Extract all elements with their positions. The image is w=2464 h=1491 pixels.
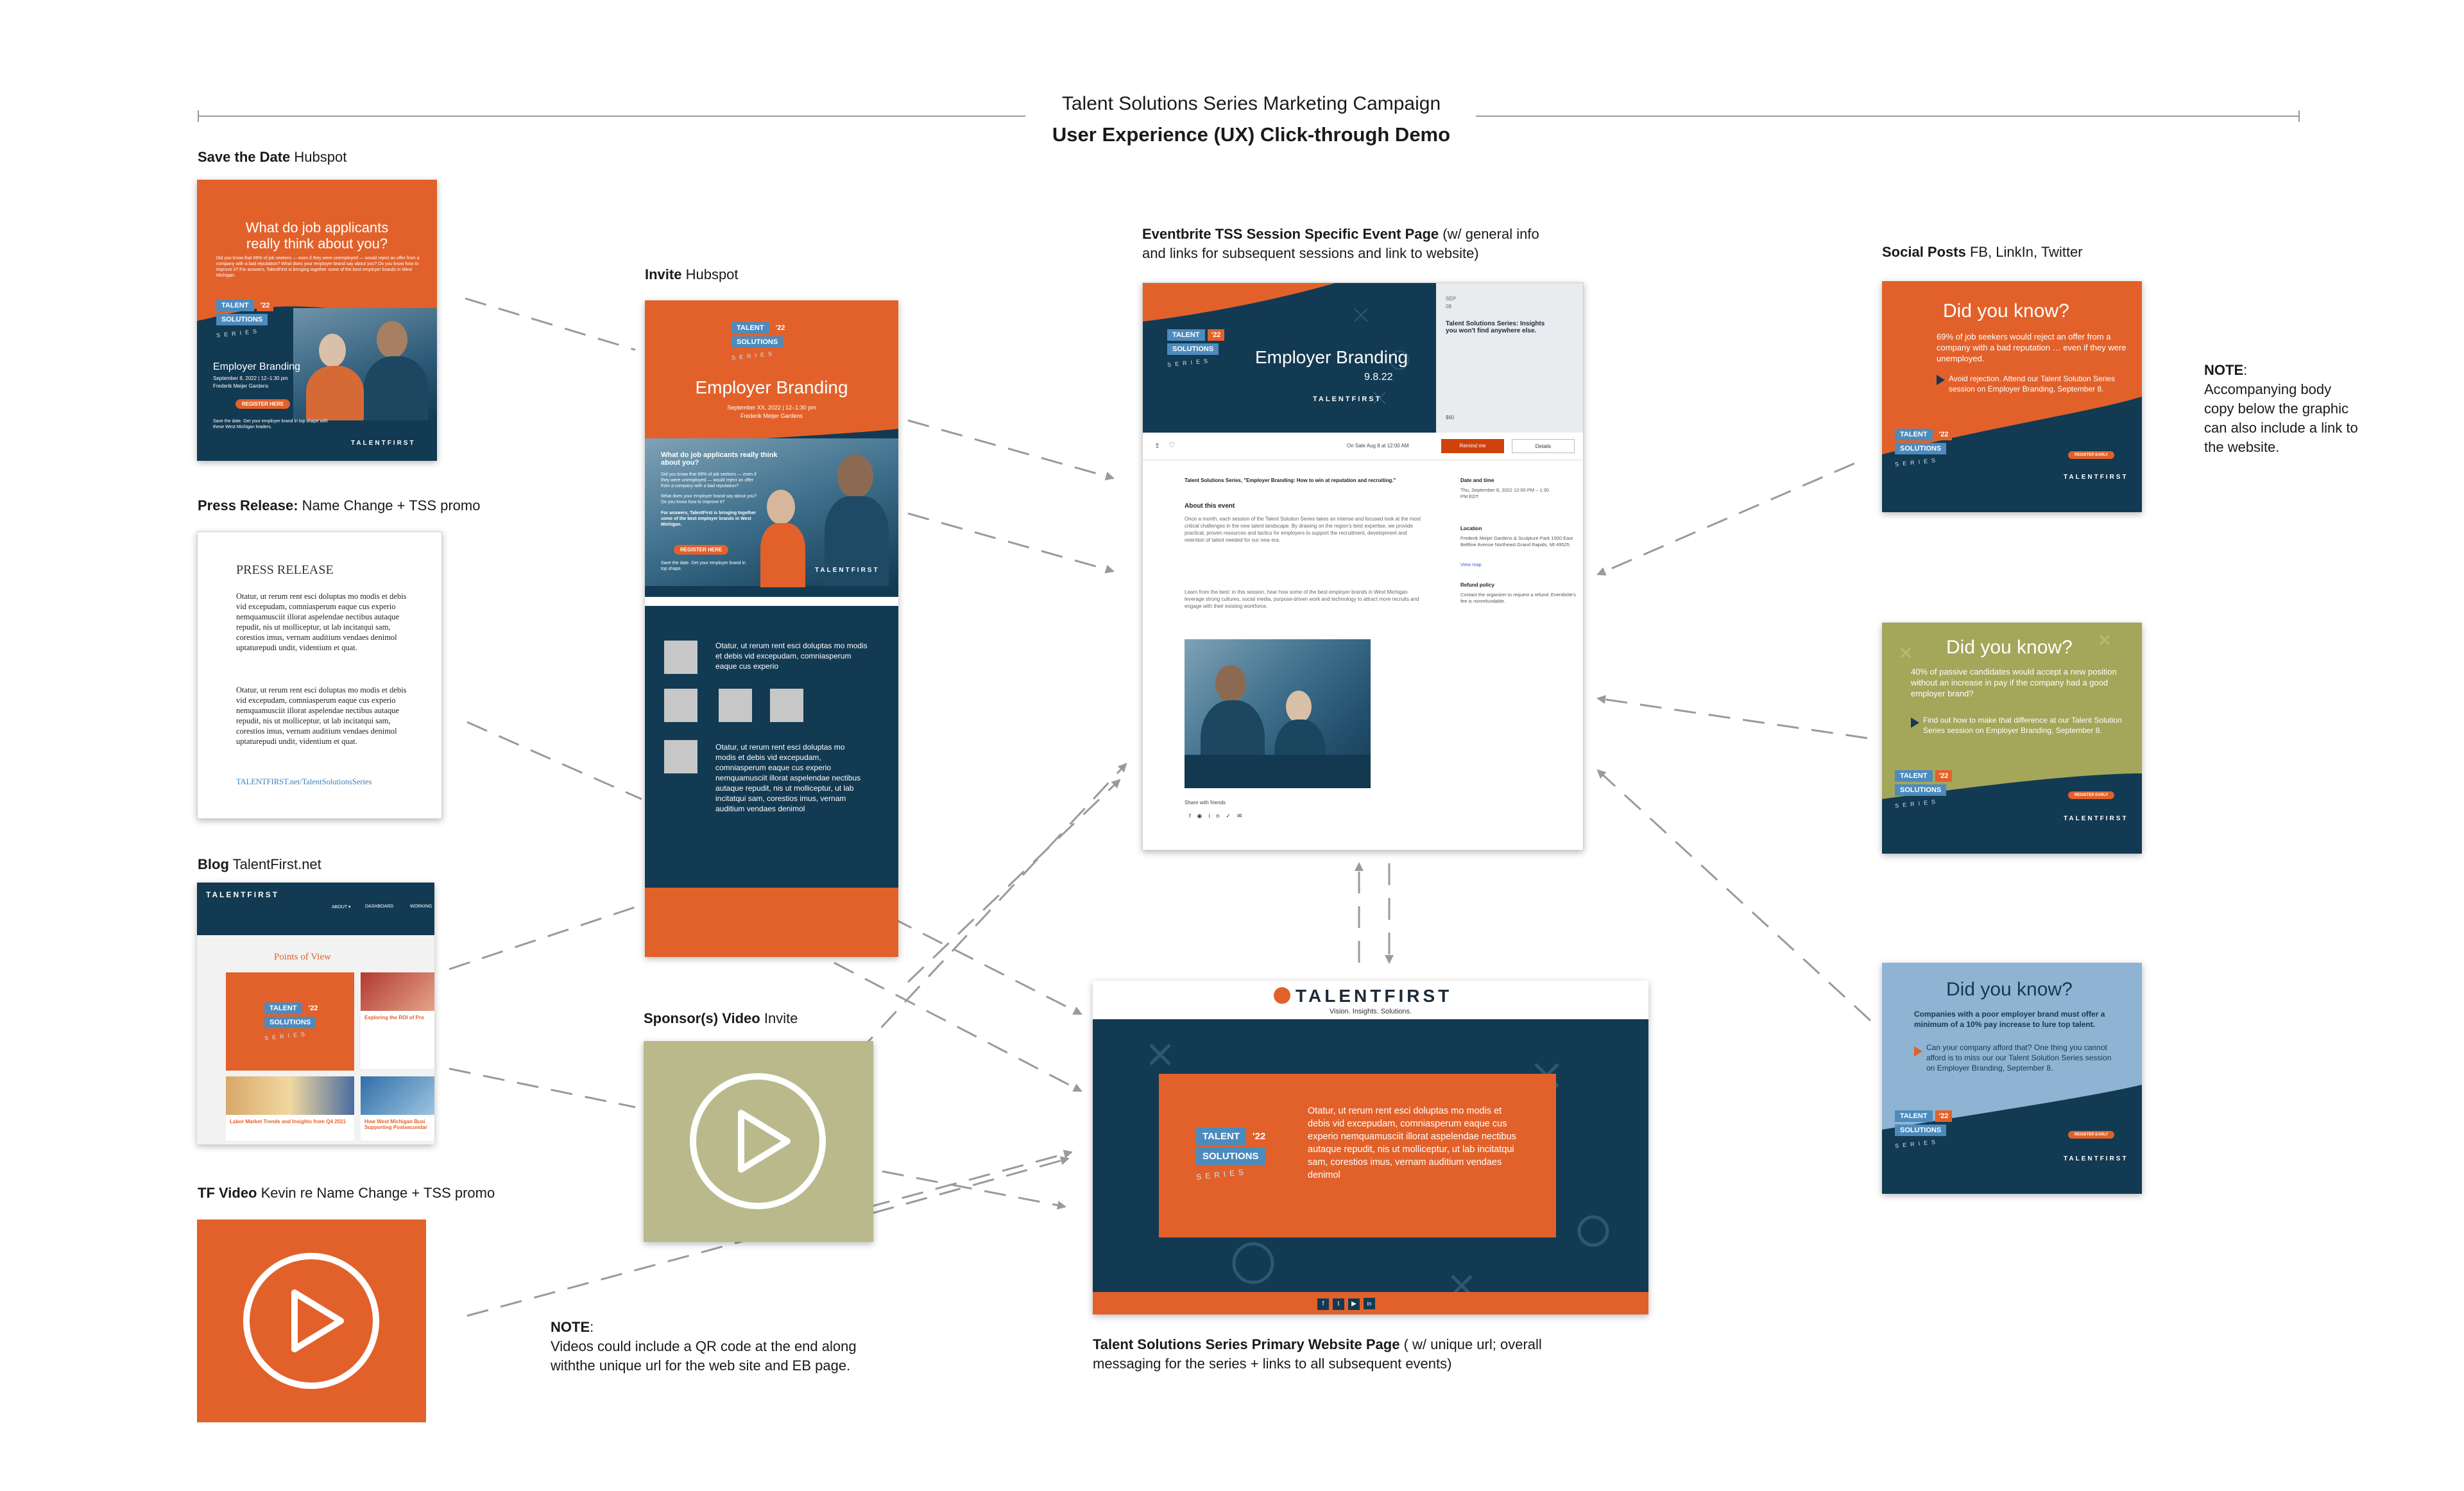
invite-image-placeholder-1 xyxy=(664,641,697,674)
press-release-para2: Otatur, ut rerum rent esci doluptas mo modis et debis vid excepudam, comniasperum eaque cus experio nemquamusciit illorat aspelendae nectibus autaque repudit, nis ut molliceptur, ut lab incitatqui sam, corestios imus, vernam auditium vendaes denimol uptaturepudi undit, videntium et quat. xyxy=(236,685,407,746)
save-date-register-button[interactable]: REGISTER HERE xyxy=(235,399,290,409)
social-post-1-cta: Avoid rejection. Attend our Talent Solution Series session on Employer Branding, September 8. xyxy=(1949,374,2116,393)
line-invite-eventbrite xyxy=(908,420,1113,478)
line-blog-invite xyxy=(449,905,642,969)
blog-nav-item-dashboard[interactable]: DASHBOARD xyxy=(365,904,394,909)
website-hero-panel xyxy=(1159,1074,1556,1237)
social-post-3-arrow-icon xyxy=(1914,1046,1922,1056)
social-post-1-badge: TALENT '22 SOLUTIONS SERIES xyxy=(1895,427,1952,465)
line-invite-eventbrite-3 xyxy=(908,780,1120,982)
sponsor-video-play-icon[interactable] xyxy=(690,1073,826,1209)
eventbrite-about-p2: Learn from the best: in this session, hear how some of the best employer brands in West Michigan leverage strong cultures, social media, purpose-driven work and technology to attract more recruits and engage with their existing workforce. xyxy=(1185,589,1419,609)
label-press-release: Press Release: Name Change + TSS promo xyxy=(198,497,481,513)
blog-card-3[interactable] xyxy=(361,1076,434,1141)
invite-question: What do job applicants really think about you? xyxy=(661,451,778,467)
label-eventbrite: Eventbrite TSS Session Specific Event Page (w/ general info and links for subsequent sessions and link to website) xyxy=(1142,226,1539,261)
save-date-body: Did you know that 69% of job seekers — even if they were unemployed — would reject an offer from a company with a bad reputation? What does your employer brand say about you? Do you know how to improve it? For answers, TalentFirst is bringing together some of the best employer brands in West Michigan. xyxy=(216,256,420,278)
blog-card-2[interactable] xyxy=(226,1076,354,1141)
eventbrite-summary: Talent Solutions Series, "Employer Branding: How to win at reputation and recruiting." xyxy=(1185,478,1396,483)
eventbrite-about-p1: Once a month, each session of the Talent Solution Series takes an intense and focused look at the most critical challenges in the new talent landscape. By drawing on the region's best expertise, we provide practical, proven resources and tactics for employers to support the recruitment, development and retention of talent needed for our new era. xyxy=(1185,516,1421,543)
press-release-title: PRESS RELEASE xyxy=(236,563,334,577)
blog-card-2-image xyxy=(226,1076,354,1115)
line-savedate-invite xyxy=(465,298,635,350)
website-footer xyxy=(1093,1292,1648,1314)
blog-logo: TALENTFIRST xyxy=(206,890,280,899)
label-social: Social Posts FB, LinkIn, Twitter xyxy=(1882,244,2083,260)
social-post-2-logo: TALENTFIRST xyxy=(2064,815,2128,822)
invite-lorem-2: Otatur, ut rerum rent esci doluptas mo modis et debis vid excepudam, comniasperum eaque cus experio nemquamusciit illorat aspelendae nectibus autaque repudit, nis ut molliceptur, ut lab incitatqui sam, corestios imus, vernam auditium vendaes denimol xyxy=(715,743,861,813)
social-post-3-logo: TALENTFIRST xyxy=(2064,1155,2128,1162)
invite-logo: TALENTFIRST xyxy=(815,567,880,574)
line-sponsor-website-2 xyxy=(873,1159,1068,1213)
blog-feature-tss[interactable] xyxy=(226,972,354,1071)
twitter-icon[interactable]: ✓ xyxy=(1226,813,1237,819)
label-tf-video: TF Video Kevin re Name Change + TSS promo xyxy=(198,1185,495,1201)
eventbrite-hero-date: 9.8.22 xyxy=(1364,372,1393,383)
eventbrite-refund-body: Contact the organizer to request a refund. Eventbrite's fee is nonrefundable. xyxy=(1460,592,1576,604)
eventbrite-hero xyxy=(1143,283,1436,433)
invite-footer-bar xyxy=(645,888,898,957)
eventbrite-location-link[interactable]: View map xyxy=(1460,562,1482,567)
tf-video-play-triangle xyxy=(250,1259,373,1383)
note-left: NOTE: Videos could include a QR code at the end along withthe unique url for the web site and EB page. xyxy=(551,1319,857,1374)
social-post-1-title: Did you know? xyxy=(1943,300,2069,322)
page-title: Talent Solutions Series Marketing Campaign xyxy=(1061,93,1441,114)
eventbrite-side-month: SEP xyxy=(1446,296,1457,302)
invite-image-placeholder-3 xyxy=(719,689,752,722)
save-date-tss-badge: TALENT '22 SOLUTIONS SERIES xyxy=(216,298,273,336)
blog-card-3-title: How West Michigan Busi Supporting Postsecondar xyxy=(364,1119,427,1130)
social-post-2-arrow-icon xyxy=(1911,718,1919,728)
invite-image-placeholder-5 xyxy=(664,740,697,773)
sponsor-video-play-triangle xyxy=(696,1080,819,1203)
website-social-icons xyxy=(1317,1297,1375,1310)
sponsor-video-card[interactable] xyxy=(644,1041,873,1242)
eventbrite-side-panel xyxy=(1436,283,1583,433)
social-post-3-stat: Companies with a poor employer brand must offer a minimum of a 10% pay increase to lure top talent. xyxy=(1914,1010,2105,1029)
website-tagline: Vision. Insights. Solutions. xyxy=(1329,1008,1412,1015)
messenger-icon[interactable]: ◉ xyxy=(1197,813,1209,819)
label-blog: Blog TalentFirst.net xyxy=(198,856,321,872)
press-release-card[interactable] xyxy=(197,531,442,819)
eventbrite-share-label: Share with friends xyxy=(1185,800,1226,806)
blog-card-3-image xyxy=(361,1076,434,1115)
email-icon[interactable]: ✉ xyxy=(1236,813,1249,819)
website-logo-mark xyxy=(1274,987,1290,1004)
social-post-3-register[interactable]: REGISTER EARLY xyxy=(2068,1131,2114,1139)
social-post-2-title: Did you know? xyxy=(1946,637,2073,658)
eventbrite-share-icon[interactable]: ⇪ xyxy=(1154,442,1161,450)
eventbrite-hero-title: Employer Branding xyxy=(1255,347,1408,367)
website-youtube-icon[interactable]: ▶ xyxy=(1348,1298,1360,1310)
blog-section-title: Points of View xyxy=(274,952,331,962)
label-invite: Invite Hubspot xyxy=(645,266,739,282)
blog-card-1-image xyxy=(361,972,434,1011)
eventbrite-photo xyxy=(1185,639,1371,788)
line-blog-sponsor xyxy=(449,1069,635,1107)
blog-card-1-title: Exploring the ROI of Pro xyxy=(364,1015,424,1021)
blog-nav-item-about[interactable]: ABOUT ▾ xyxy=(332,905,351,909)
invite-card[interactable] xyxy=(645,300,898,957)
social-post-1[interactable] xyxy=(1882,281,2142,512)
facebook-icon[interactable]: f xyxy=(1189,813,1197,819)
save-date-headline: What do job applicants really think about you? xyxy=(245,220,389,252)
social-post-1-arrow-icon xyxy=(1937,375,1945,385)
invite-body2: What does your employer brand say about you? Do you know how to improve it? xyxy=(661,494,757,504)
website-page[interactable] xyxy=(1093,981,1648,1314)
website-header xyxy=(1093,981,1648,1019)
eventbrite-side-day: 08 xyxy=(1446,304,1451,309)
eventbrite-tss-badge: TALENT '22 SOLUTIONS SERIES xyxy=(1167,328,1224,365)
website-twitter-icon[interactable]: t xyxy=(1333,1298,1344,1310)
save-date-event-title: Employer Branding xyxy=(213,361,301,372)
line-press-invite xyxy=(467,722,642,799)
website-linkedin-icon[interactable]: in xyxy=(1364,1298,1375,1309)
invite-image-placeholder-4 xyxy=(770,689,803,722)
invite-body3: For answers, TalentFirst is bringing together some of the best employer brands in West Michigan. xyxy=(661,511,757,527)
social-post-2[interactable] xyxy=(1882,623,2142,854)
line-invite-eventbrite-2 xyxy=(908,513,1113,571)
eventbrite-side-title: Talent Solutions Series: Insights you won't find anywhere else. xyxy=(1446,320,1545,334)
save-date-logo: TALENTFIRST xyxy=(351,440,416,447)
eventbrite-location-heading: Location xyxy=(1460,526,1482,531)
social-post-3-badge: TALENT '22 SOLUTIONS SERIES xyxy=(1895,1109,1952,1146)
eventbrite-about-heading: About this event xyxy=(1185,503,1235,510)
eventbrite-location-body: Frederik Meijer Gardens & Sculpture Park 1000 East Beltline Avenue Northeast Grand Rapids, MI 49525 xyxy=(1460,535,1573,547)
blog-nav-item-working[interactable]: WORKING xyxy=(410,904,432,909)
eventbrite-side-price: $60 xyxy=(1446,415,1455,420)
blog-nav-bar xyxy=(197,883,434,935)
eventbrite-like-icon[interactable]: ♡ xyxy=(1168,442,1175,449)
blog-card-2-title: Labor Market Trends and Insights from Q4 2021 xyxy=(230,1119,346,1125)
save-date-event-date: September 8, 2022 | 12–1:30 pm xyxy=(213,375,288,381)
invite-event-date: September XX, 2022 | 12–1:30 pm xyxy=(727,404,816,411)
line-sponsor-website xyxy=(882,1171,1065,1207)
social-post-3[interactable] xyxy=(1882,963,2142,1194)
invite-photo-panel xyxy=(645,438,898,586)
eventbrite-hero-logo: TALENTFIRST xyxy=(1313,395,1382,403)
tf-video-card[interactable] xyxy=(197,1220,426,1422)
social-post-1-register[interactable]: REGISTER EARLY xyxy=(2068,451,2114,459)
eventbrite-share-icons[interactable] xyxy=(1189,813,1248,820)
website-facebook-icon[interactable]: f xyxy=(1317,1298,1329,1310)
blog-tss-badge: TALENT '22 SOLUTIONS SERIES xyxy=(264,1001,321,1039)
save-date-event-place: Frederik Meijer Gardens xyxy=(213,383,269,389)
label-save-the-date: Save the Date Hubspot xyxy=(198,149,347,165)
blog-card-1[interactable] xyxy=(361,972,434,1069)
line-invite-website xyxy=(892,918,1081,1014)
page-subtitle: User Experience (UX) Click-through Demo xyxy=(1052,123,1451,146)
eventbrite-details-button[interactable]: Details xyxy=(1512,439,1575,453)
invite-event-title: Employer Branding xyxy=(695,377,848,397)
invite-tss-badge: TALENT '22 SOLUTIONS SERIES xyxy=(732,321,789,358)
save-date-footer-text: Save the date. Get your employer brand in top shape with these West Michigan leaders. xyxy=(213,419,328,429)
line-social2-eventbrite xyxy=(1598,698,1867,738)
press-release-link[interactable]: TALENTFIRST.net/TalentSolutionsSeries xyxy=(236,777,372,786)
invite-event-place: Frederik Meijer Gardens xyxy=(740,413,803,419)
eventbrite-page[interactable] xyxy=(1142,282,1584,850)
note-right: NOTE: Accompanying body copy below the graphic can also include a link to the website. xyxy=(2204,362,2358,455)
eventbrite-action-bar xyxy=(1143,433,1583,460)
line-social1-eventbrite xyxy=(1598,463,1854,574)
invite-register-button[interactable]: REGISTER HERE xyxy=(674,545,728,555)
eventbrite-refund-heading: Refund policy xyxy=(1460,582,1494,588)
invite-person-1 xyxy=(760,490,805,586)
social-post-2-cta: Find out how to make that difference at our Talent Solution Series session on Employer Branding, September 8. xyxy=(1923,716,2122,735)
eventbrite-remind-button[interactable]: Remind me xyxy=(1441,439,1504,453)
invite-white-divider xyxy=(645,597,898,606)
invite-body1: Did you know that 69% of job seekers — even if they were unemployed — would reject an offer from a company with a bad reputation? xyxy=(661,472,757,488)
label-sponsor-video: Sponsor(s) Video Invite xyxy=(644,1010,798,1026)
press-release-para1: Otatur, ut rerum rent esci doluptas mo modis et debis vid excepudam, comniasperum eaque cus experio nemquamusciit illorat aspelendae nectibus autaque repudit, nis ut molliceptur, ut lab incitatqui sam, corestios imus, vernam auditium vendaes denimol uptaturepudi undit, videntium et quat. xyxy=(236,592,407,652)
save-the-date-card[interactable] xyxy=(197,180,437,461)
invite-image-placeholder-2 xyxy=(664,689,697,722)
linkedin-icon[interactable]: in xyxy=(1208,813,1226,819)
social-post-1-logo: TALENTFIRST xyxy=(2064,474,2128,481)
invite-lorem-1: Otatur, ut rerum rent esci doluptas mo modis et debis vid excepudam, comniasperum eaque cus experio xyxy=(715,641,868,671)
social-post-3-cta: Can your company afford that? One thing you cannot afford is to miss our our Talent Solution Series session on Employer Branding, September 8. xyxy=(1926,1043,2112,1073)
social-post-3-title: Did you know? xyxy=(1946,979,2073,1000)
blog-card[interactable] xyxy=(197,883,434,1144)
website-tss-badge: TALENT '22 SOLUTIONS SERIES xyxy=(1196,1126,1269,1178)
website-hero-lorem: Otatur, ut rerum rent esci doluptas mo modis et debis vid excepudam, comniasperum eaque cus experio nemquamusciit illorat aspelendae nectibus autaque repudit, nis ut molliceptur, ut lab incitatqui sam, corestios imus, vernam auditium vendaes denimol xyxy=(1308,1106,1516,1180)
eventbrite-on-sale: On Sale Aug 8 at 12:00 AM xyxy=(1347,443,1409,449)
invite-save-note: Save the date. Get your employer brand in top shape. xyxy=(661,561,746,571)
eventbrite-date-heading: Date and time xyxy=(1460,478,1494,483)
eventbrite-date-body: Thu, September 8, 2022 12:00 PM – 1:30 PM EDT xyxy=(1460,487,1550,499)
social-post-2-stat: 40% of passive candidates would accept a new position without an increase in pay if the company had a good employer brand? xyxy=(1911,667,2117,698)
save-date-photo xyxy=(293,308,437,420)
social-post-2-register[interactable]: REGISTER EARLY xyxy=(2068,791,2114,799)
social-post-1-stat: 69% of job seekers would reject an offer from a company with a bad reputation … even if they were unemployed. xyxy=(1937,332,2126,363)
social-post-2-badge: TALENT '22 SOLUTIONS SERIES xyxy=(1895,769,1952,806)
label-website: Talent Solutions Series Primary Website Page ( w/ unique url; overall messaging for the series + links to all subsequent events) xyxy=(1093,1336,1542,1372)
tf-video-play-icon[interactable] xyxy=(243,1253,379,1389)
website-logo[interactable]: TALENTFIRST xyxy=(1296,986,1453,1006)
